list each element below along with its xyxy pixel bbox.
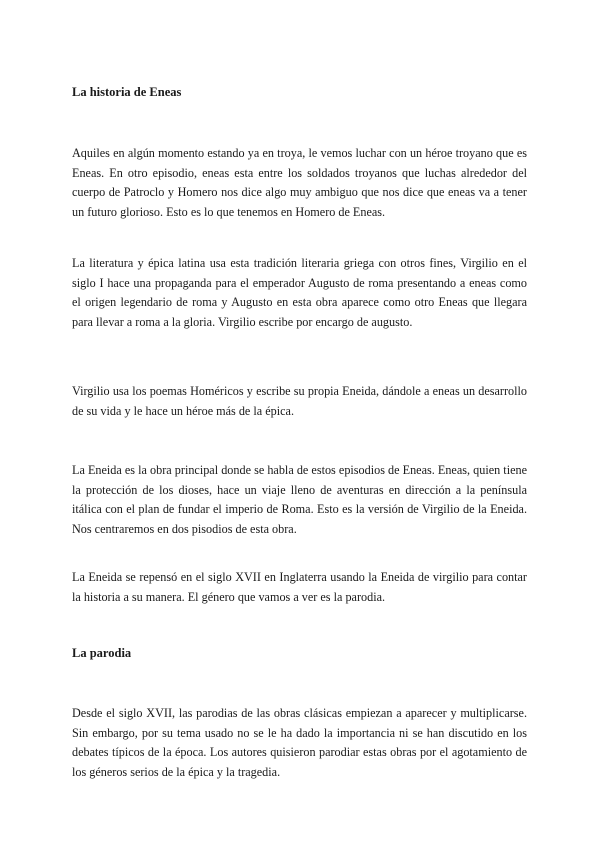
section-heading-historia-eneas: La historia de Eneas: [72, 85, 182, 99]
paragraph-aquiles: Aquiles en algún momento estando ya en troya, le vemos luchar con un héroe troyano que es Eneas. En otro episodio, eneas esta entre los soldados troyanos que luchas alrededor del cuerpo de Patroclo y Homero nos dice algo muy ambiguo que nos dice que eneas va a tener un futuro glorioso. Esto es lo que tenemos en Homero de Eneas.: [72, 146, 527, 219]
paragraph-eneida-siglo-xvii: La Eneida se repensó en el siglo XVII en Inglaterra usando la Eneida de virgilio para contar la historia a su manera. El género que vamos a ver es la parodia.: [72, 570, 527, 604]
paragraph-parodias: Desde el siglo XVII, las parodias de las obras clásicas empiezan a aparecer y multiplicarse. Sin embargo, por su tema usado no se le ha dado la importancia ni se han discutido en los debates típicos de la época. Los autores quisieron parodiar estas obras por el agotamiento de los géneros serios de la épica y la tragedia.: [72, 706, 527, 779]
paragraph-eneida: La Eneida es la obra principal donde se habla de estos episodios de Eneas. Eneas, quien tiene la protección de los dioses, hace un viaje lleno de aventuras en dirección a la península itálica con el plan de fundar el imperio de Roma. Esto es la versión de Virgilio de la Eneida. Nos centraremos en dos pisodios de esta obra.: [72, 463, 527, 536]
paragraph-virgilio: Virgilio usa los poemas Homéricos y escribe su propia Eneida, dándole a eneas un desarrollo de su vida y le hace un héroe más de la épica.: [72, 384, 527, 418]
paragraph-literatura-latina: La literatura y épica latina usa esta tradición literaria griega con otros fines, Virgilio en el siglo I hace una propaganda para el emperador Augusto de roma presentando a eneas como el origen legendario de roma y Augusto en esta obra aparece como otro Eneas que llegara para llevar a roma a la gloria. Virgilio escribe por encargo de augusto.: [72, 256, 527, 329]
section-heading-parodia: La parodia: [72, 646, 132, 660]
